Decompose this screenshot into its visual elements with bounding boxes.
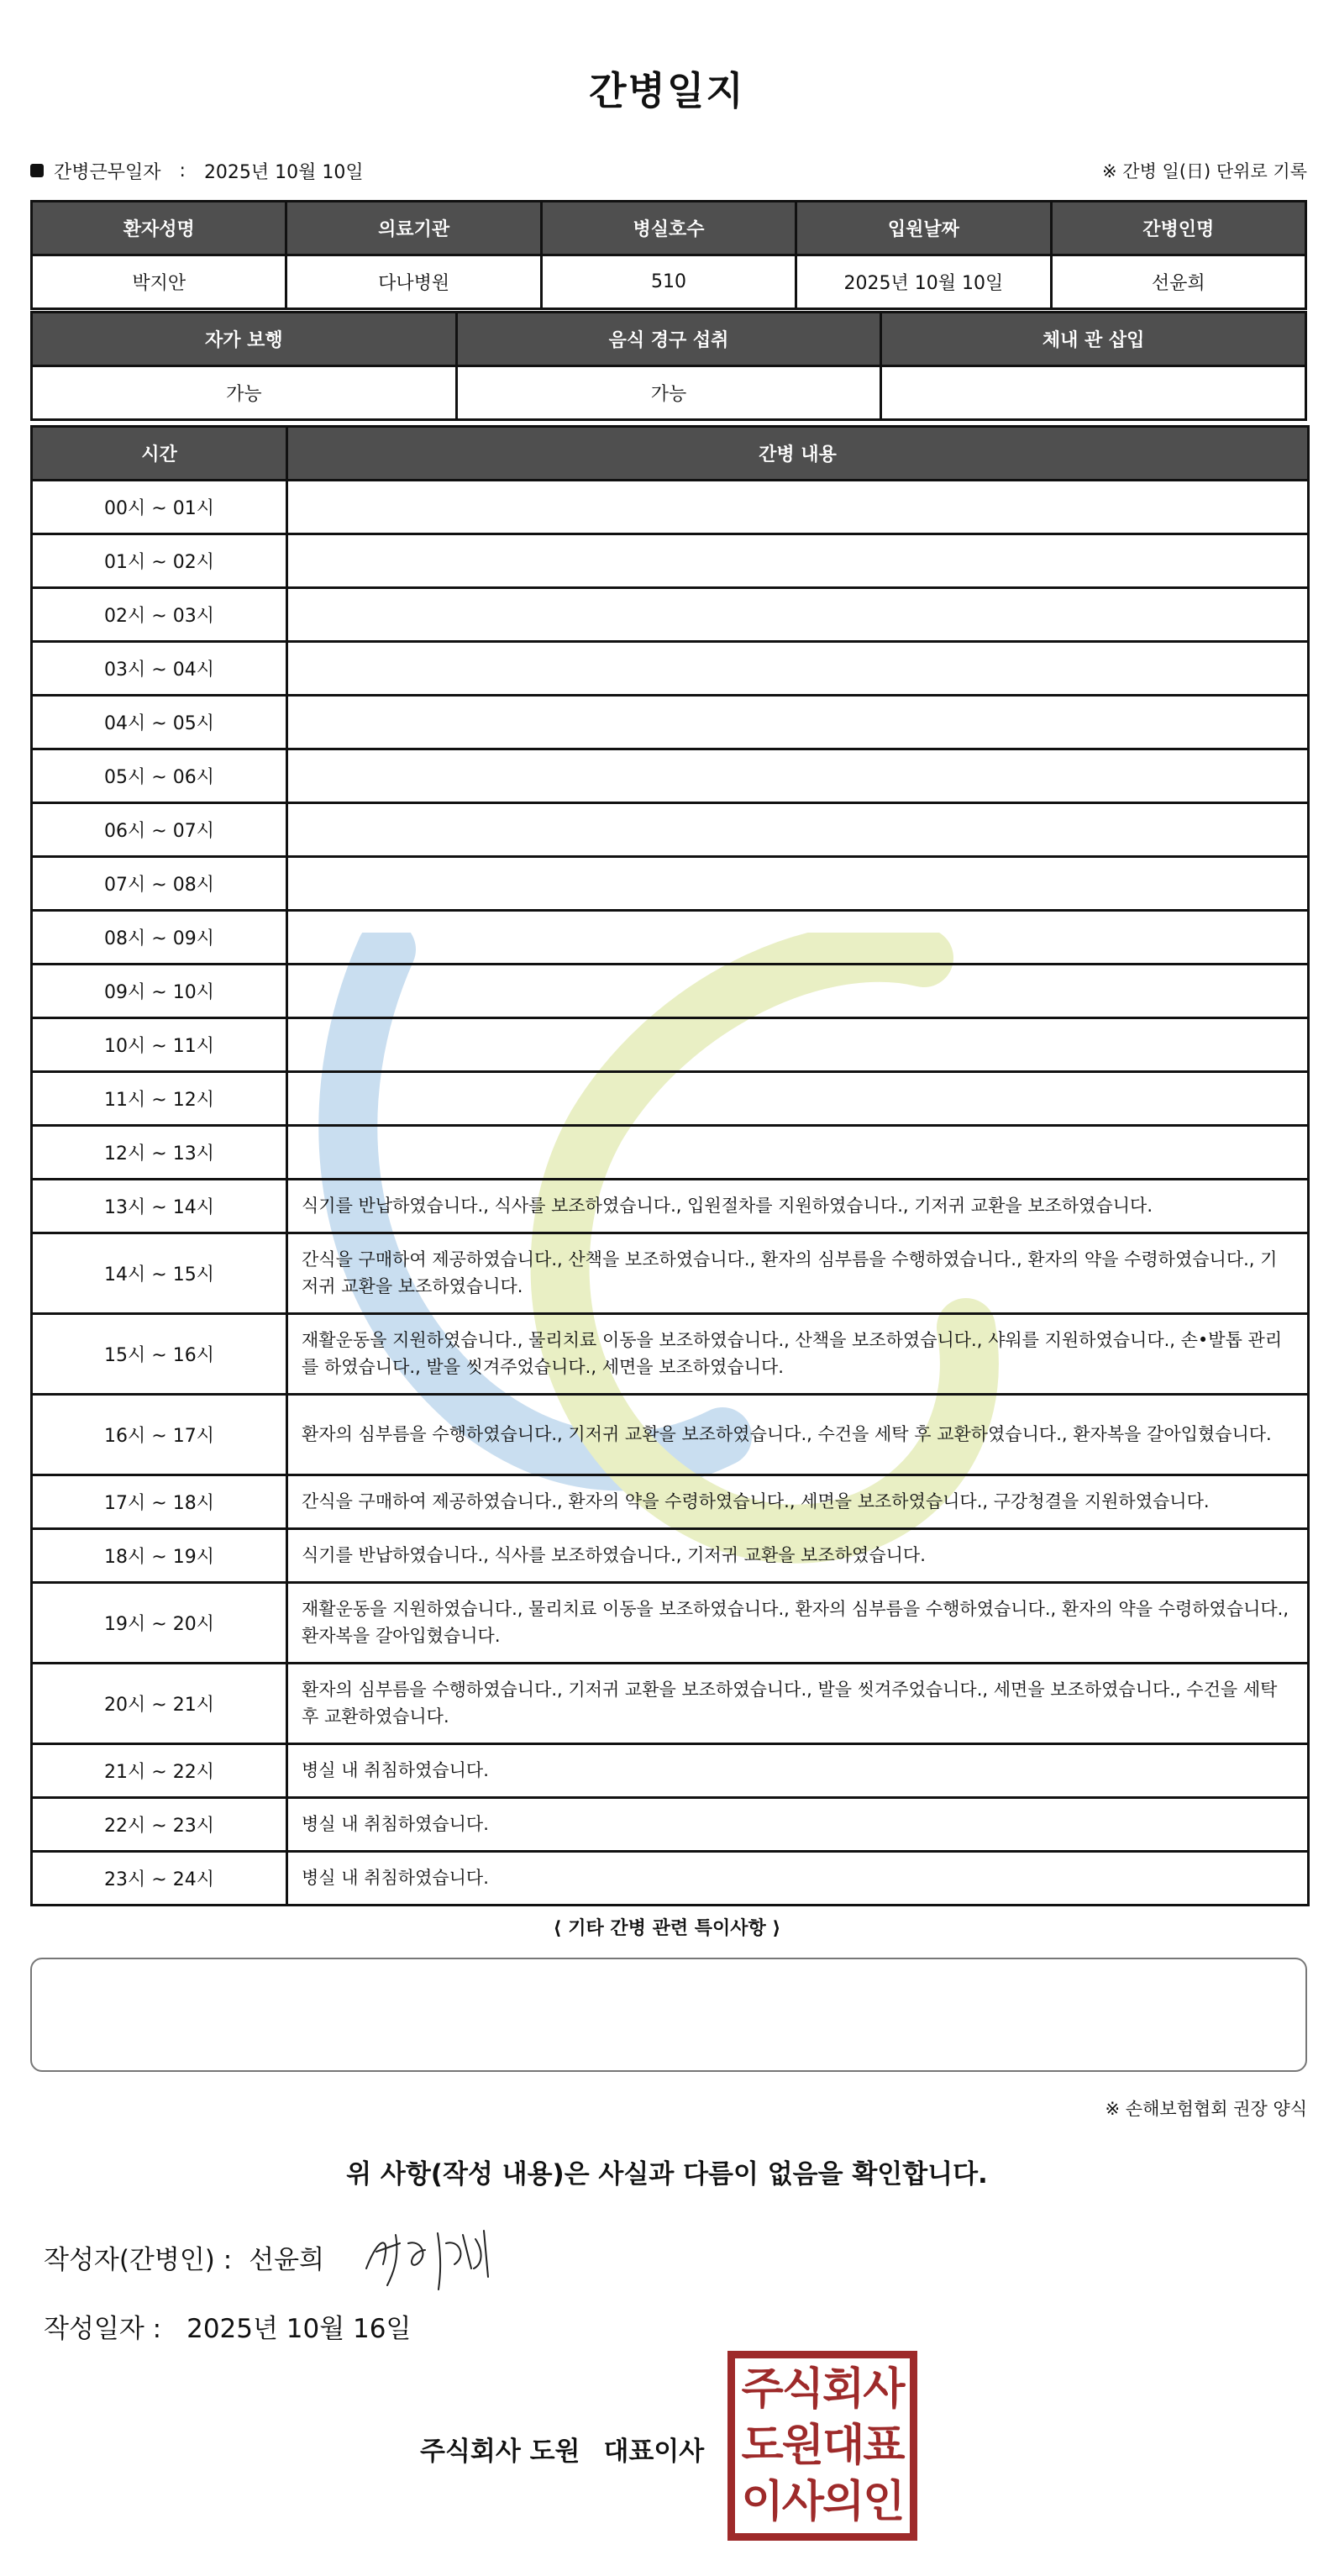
log-row (32, 965, 1309, 1018)
confirmation-statement: 위 사항(작성 내용)은 사실과 다름이 없음을 확인합니다. (346, 2159, 988, 2190)
log-row (32, 642, 1309, 696)
log-content-cell (287, 1126, 1309, 1180)
handwritten-signature (358, 2218, 501, 2294)
log-content-cell (287, 696, 1309, 749)
log-time-cell: 05시 ~ 06시 (32, 749, 287, 803)
header-time: 시간 (32, 427, 287, 481)
self-walking-cell: 가능 (32, 366, 457, 420)
log-content-cell: 식기를 반납하였습니다., 식사를 보조하였습니다., 기저귀 교환을 보조하였습니다. (287, 1529, 1309, 1583)
log-header-row (32, 427, 1309, 481)
log-content-cell: 병실 내 취침하였습니다. (287, 1852, 1309, 1906)
log-time-cell: 10시 ~ 11시 (32, 1018, 287, 1072)
log-time-cell: 17시 ~ 18시 (32, 1475, 287, 1529)
log-time-cell: 07시 ~ 08시 (32, 857, 287, 911)
log-row (32, 1475, 1309, 1529)
header-tube-insertion: 체내 관 삽입 (881, 313, 1306, 366)
log-content-cell: 간식을 구매하여 제공하였습니다., 환자의 약을 수령하였습니다., 세면을 보조하였습니다., 구강청결을 지원하였습니다. (287, 1475, 1309, 1529)
log-content-cell: 식기를 반납하였습니다., 식사를 보조하였습니다., 입원절차를 지원하였습니다., 기저귀 교환을 보조하였습니다. (287, 1180, 1309, 1233)
log-time-cell: 21시 ~ 22시 (32, 1744, 287, 1798)
log-content-cell (287, 1072, 1309, 1126)
log-row (32, 1529, 1309, 1583)
work-date-value: 2025년 10월 10일 (203, 161, 364, 183)
log-content-cell (287, 857, 1309, 911)
log-time-cell: 12시 ~ 13시 (32, 1126, 287, 1180)
log-row (32, 1852, 1309, 1906)
work-date-separator: : (179, 160, 186, 181)
written-date-value: 2025년 10월 16일 (186, 2314, 412, 2344)
log-row (32, 534, 1309, 588)
tube-insertion-cell (881, 366, 1306, 420)
log-content-cell (287, 534, 1309, 588)
meta-row (30, 156, 1307, 185)
header-self-walking: 자가 보행 (32, 313, 457, 366)
log-time-cell: 20시 ~ 21시 (32, 1664, 287, 1744)
company-row (420, 2430, 704, 2468)
log-content-cell: 환자의 심부름을 수행하였습니다., 기저귀 교환을 보조하였습니다., 수건을 세탁 후 교환하였습니다., 환자복을 갈아입혔습니다. (287, 1395, 1309, 1475)
seal-line-1: 주식회사 (741, 2364, 904, 2416)
log-row (32, 1126, 1309, 1180)
log-time-cell: 06시 ~ 07시 (32, 803, 287, 857)
admission-date-cell: 2025년 10월 10일 (796, 255, 1051, 309)
log-time-cell: 11시 ~ 12시 (32, 1072, 287, 1126)
log-content-cell (287, 749, 1309, 803)
patient-name-cell: 박지안 (32, 255, 286, 309)
log-time-cell: 14시 ~ 15시 (32, 1233, 287, 1314)
log-time-cell: 13시 ~ 14시 (32, 1180, 287, 1233)
log-time-cell: 01시 ~ 02시 (32, 534, 287, 588)
log-content-cell: 병실 내 취침하였습니다. (287, 1744, 1309, 1798)
log-body (32, 481, 1309, 1906)
written-date-row (44, 2307, 411, 2345)
seal-line-2: 도원대표 (741, 2420, 904, 2471)
writer-name: 선윤희 (249, 2245, 325, 2275)
header-care-content: 간병 내용 (287, 427, 1309, 481)
log-time-cell: 00시 ~ 01시 (32, 481, 287, 534)
log-row (32, 1744, 1309, 1798)
header-room-number: 병실호수 (541, 202, 796, 255)
log-time-cell: 18시 ~ 19시 (32, 1529, 287, 1583)
log-row (32, 588, 1309, 642)
log-row (32, 1233, 1309, 1314)
log-time-cell: 03시 ~ 04시 (32, 642, 287, 696)
log-content-cell (287, 642, 1309, 696)
log-time-cell: 23시 ~ 24시 (32, 1852, 287, 1906)
header-patient-name: 환자성명 (32, 202, 286, 255)
log-content-cell (287, 588, 1309, 642)
log-content-cell (287, 481, 1309, 534)
company-name: 주식회사 도원 (420, 2437, 580, 2467)
log-row (32, 1180, 1309, 1233)
seal-line-3: 이사의인 (741, 2476, 904, 2527)
oral-intake-cell: 가능 (456, 366, 881, 420)
log-content-cell (287, 1018, 1309, 1072)
log-row (32, 696, 1309, 749)
record-unit-note: ※ 간병 일(日) 단위로 기록 (1102, 161, 1307, 181)
status-header-row (32, 313, 1306, 366)
log-row (32, 1395, 1309, 1475)
log-content-cell: 재활운동을 지원하였습니다., 물리치료 이동을 보조하였습니다., 산책을 보조하였습니다., 샤워를 지원하였습니다., 손•발톱 관리를 하였습니다., 발을 씻겨주었습니다., 세면을 보조하였습니다. (287, 1314, 1309, 1395)
log-row (32, 481, 1309, 534)
header-oral-intake: 음식 경구 섭취 (456, 313, 881, 366)
work-date-info (30, 158, 364, 184)
header-hospital: 의료기관 (286, 202, 541, 255)
log-row (32, 803, 1309, 857)
log-time-cell: 16시 ~ 17시 (32, 1395, 287, 1475)
log-time-cell: 22시 ~ 23시 (32, 1798, 287, 1852)
header-admission-date: 입원날짜 (796, 202, 1051, 255)
page-title: 간병일지 (589, 68, 745, 113)
patient-info-table (30, 200, 1307, 310)
log-time-cell: 15시 ~ 16시 (32, 1314, 287, 1395)
writer-row (44, 2238, 324, 2276)
log-time-cell: 09시 ~ 10시 (32, 965, 287, 1018)
log-row (32, 1018, 1309, 1072)
writer-label: 작성자(간병인) : (44, 2245, 233, 2275)
log-time-cell: 19시 ~ 20시 (32, 1583, 287, 1664)
status-value-row (32, 366, 1306, 420)
log-row (32, 1583, 1309, 1664)
log-row (32, 911, 1309, 965)
log-content-cell (287, 911, 1309, 965)
caregiver-name-cell: 선윤희 (1051, 255, 1305, 309)
header-caregiver-name: 간병인명 (1051, 202, 1305, 255)
log-row (32, 857, 1309, 911)
room-number-cell: 510 (541, 255, 796, 309)
log-time-cell: 04시 ~ 05시 (32, 696, 287, 749)
care-log-table (30, 425, 1310, 1906)
patient-status-table (30, 311, 1307, 421)
written-date-label: 작성일자 : (44, 2314, 162, 2344)
log-content-cell: 재활운동을 지원하였습니다., 물리치료 이동을 보조하였습니다., 환자의 심부름을 수행하였습니다., 환자의 약을 수령하였습니다., 환자복을 갈아입혔습니다. (287, 1583, 1309, 1664)
log-time-cell: 02시 ~ 03시 (32, 588, 287, 642)
bullet-square-icon (30, 164, 44, 177)
company-role: 대표이사 (603, 2437, 705, 2467)
log-row (32, 1664, 1309, 1744)
notes-box (30, 1958, 1307, 2072)
log-row (32, 749, 1309, 803)
log-row (32, 1072, 1309, 1126)
hospital-cell: 다나병원 (286, 255, 541, 309)
form-source-note: ※ 손해보험협회 권장 양식 (1105, 2099, 1307, 2119)
company-seal-stamp (727, 2351, 917, 2541)
log-row (32, 1798, 1309, 1852)
work-date-label: 간병근무일자 (54, 161, 161, 183)
log-row (32, 1314, 1309, 1395)
log-content-cell (287, 803, 1309, 857)
log-content-cell: 병실 내 취침하였습니다. (287, 1798, 1309, 1852)
log-content-cell (287, 965, 1309, 1018)
patient-header-row (32, 202, 1306, 255)
log-content-cell: 간식을 구매하여 제공하였습니다., 산책을 보조하였습니다., 환자의 심부름을 수행하였습니다., 환자의 약을 수령하였습니다., 기저귀 교환을 보조하였습니다. (287, 1233, 1309, 1314)
log-time-cell: 08시 ~ 09시 (32, 911, 287, 965)
log-content-cell: 환자의 심부름을 수행하였습니다., 기저귀 교환을 보조하였습니다., 발을 씻겨주었습니다., 세면을 보조하였습니다., 수건을 세탁 후 교환하였습니다. (287, 1664, 1309, 1744)
patient-value-row (32, 255, 1306, 309)
notes-title: ⟨ 기타 간병 관련 특이사항 ⟩ (553, 1918, 781, 1939)
